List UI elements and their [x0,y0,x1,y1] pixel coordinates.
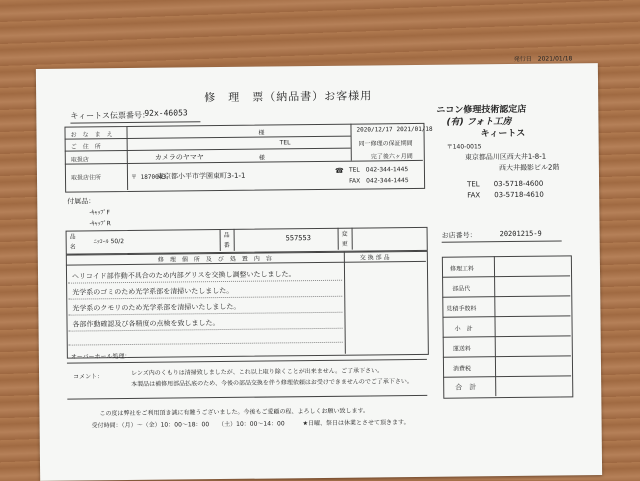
charge-label: 修理工料 [449,265,475,273]
parts-header: 交 換 部 品 [359,254,390,262]
shop-address-1: 東京都品川区西大井1-8-1 [464,152,547,162]
shop-subname: (有) フォト工房 [446,116,512,128]
document-title: 修 理 票（納品書）お客様用 [204,89,373,105]
issue-date: 発行日 2021/01/18 [513,55,573,63]
shop-name: ニコン修理技術認定店 [436,104,527,116]
order-number-label: お店番号： [441,231,477,240]
name-honorific: 様 [258,129,265,137]
store-label: 取扱店 [70,156,89,164]
repair-item: 各部作動確認及び各精度の点検を致しました。 [72,319,220,329]
store-address-label: 取扱店住所 [70,174,102,182]
store-address: 東京都小平市学園東町3-1-1 [156,171,246,181]
order-underline [442,240,562,242]
product-name: ﾆｯｺｰﾙ 50/2 [93,238,125,246]
product-number-label-b: 番 [223,241,230,249]
accessory-item: -ｷｬｯﾌﾟR [89,220,111,228]
comment-line-1: レンズ内のくもりは清掃致しましたが、これ以上取り除くことが出来ません。ご了承下さい。 [131,367,384,377]
product-number-label-a: 品 [223,231,230,239]
repair-item: 光学系のゴミのため光学系部を清掃いたしました。 [72,286,234,297]
charge-label-total: 合 計 [455,383,477,392]
product-name-label: 名 [69,243,76,251]
charge-label: 部品代 [452,285,471,293]
product-kind-label: 品 [69,233,76,241]
repair-item: ヘリコイド部作動不具合のため内部グリスを交換し調整いたしました。 [71,270,296,281]
store-fax: FAX 042-344-1445 [349,177,409,185]
comment-line-2: 本製品は補修用部品払底のため、今後の部品交換を伴う修理依頼はお受けできませんのでご了承下さい。 [131,378,413,388]
store-honorific: 様 [258,154,265,162]
comment-label: コメント： [73,373,104,381]
shop-brand: キィートス [480,128,526,140]
store-tel: TEL 042-344-1445 [348,166,409,174]
change-label-a: 変 [341,230,348,238]
address-label: ご 住 所 [70,143,101,151]
col-line [220,229,221,251]
slip-underline [70,121,200,123]
shop-fax: FAX 03-5718-4610 [467,190,544,200]
shop-postal: 〒140-0015 [446,143,482,151]
charge-label: 小 計 [454,325,473,333]
received-date: 2020/12/17 [356,126,393,134]
completed-date: 2021/01/18 [396,125,433,134]
repair-slip-document [36,55,602,481]
charge-label: 見積手数料 [446,305,477,313]
order-number: 20201215-9 [499,229,542,239]
accessories-label: 付属品： [67,197,96,206]
shop-address-2: 西大井撮影ビル2階 [498,163,560,173]
col-line [352,228,353,250]
tel-label: TEL [279,139,291,147]
slip-number: 92x-46053 [144,108,188,118]
store-name: カメラのヤマヤ [154,153,204,162]
warranty-label: 同一修理の保証期間 [358,140,413,148]
charge-label: 消費税 [452,365,472,373]
comment-bottom-line [67,395,427,400]
accessory-item: -ｷｬｯﾌﾟF [89,209,111,217]
repair-item: 光学系のクモリのため光学系部を清掃いたしました。 [72,302,241,313]
col-line [338,228,339,250]
shop-tel: TEL 03-5718-4600 [467,179,544,189]
change-label-b: 更 [341,240,348,248]
footer-thanks: この度は弊社をご利用頂き誠に有難うございました。今後もご愛顧の程、よろしくお願い致します。 [99,407,370,418]
slip-number-label: キィートス伝票番号： [70,110,151,121]
store-postal: 〒 1870043 [130,173,166,181]
col-line [234,229,235,251]
name-label: お な ま え [70,131,113,139]
repair-header: 修 理 個 所 及 び 処 置 内 容 [157,255,272,264]
overhaul-label: オーバーホール処理： [70,352,131,361]
phone-icon: ☎ [334,166,344,175]
warranty-period: 完了後六ヶ月間 [370,153,413,161]
charge-label: 運送料 [452,345,471,353]
product-serial: 557553 [285,234,311,243]
footer-hours: 受付時間：（月）〜（金）10：00〜18：00 （土）10：00〜14：00 ★日曜、祭日は休業とさせて頂きます。 [91,419,410,430]
